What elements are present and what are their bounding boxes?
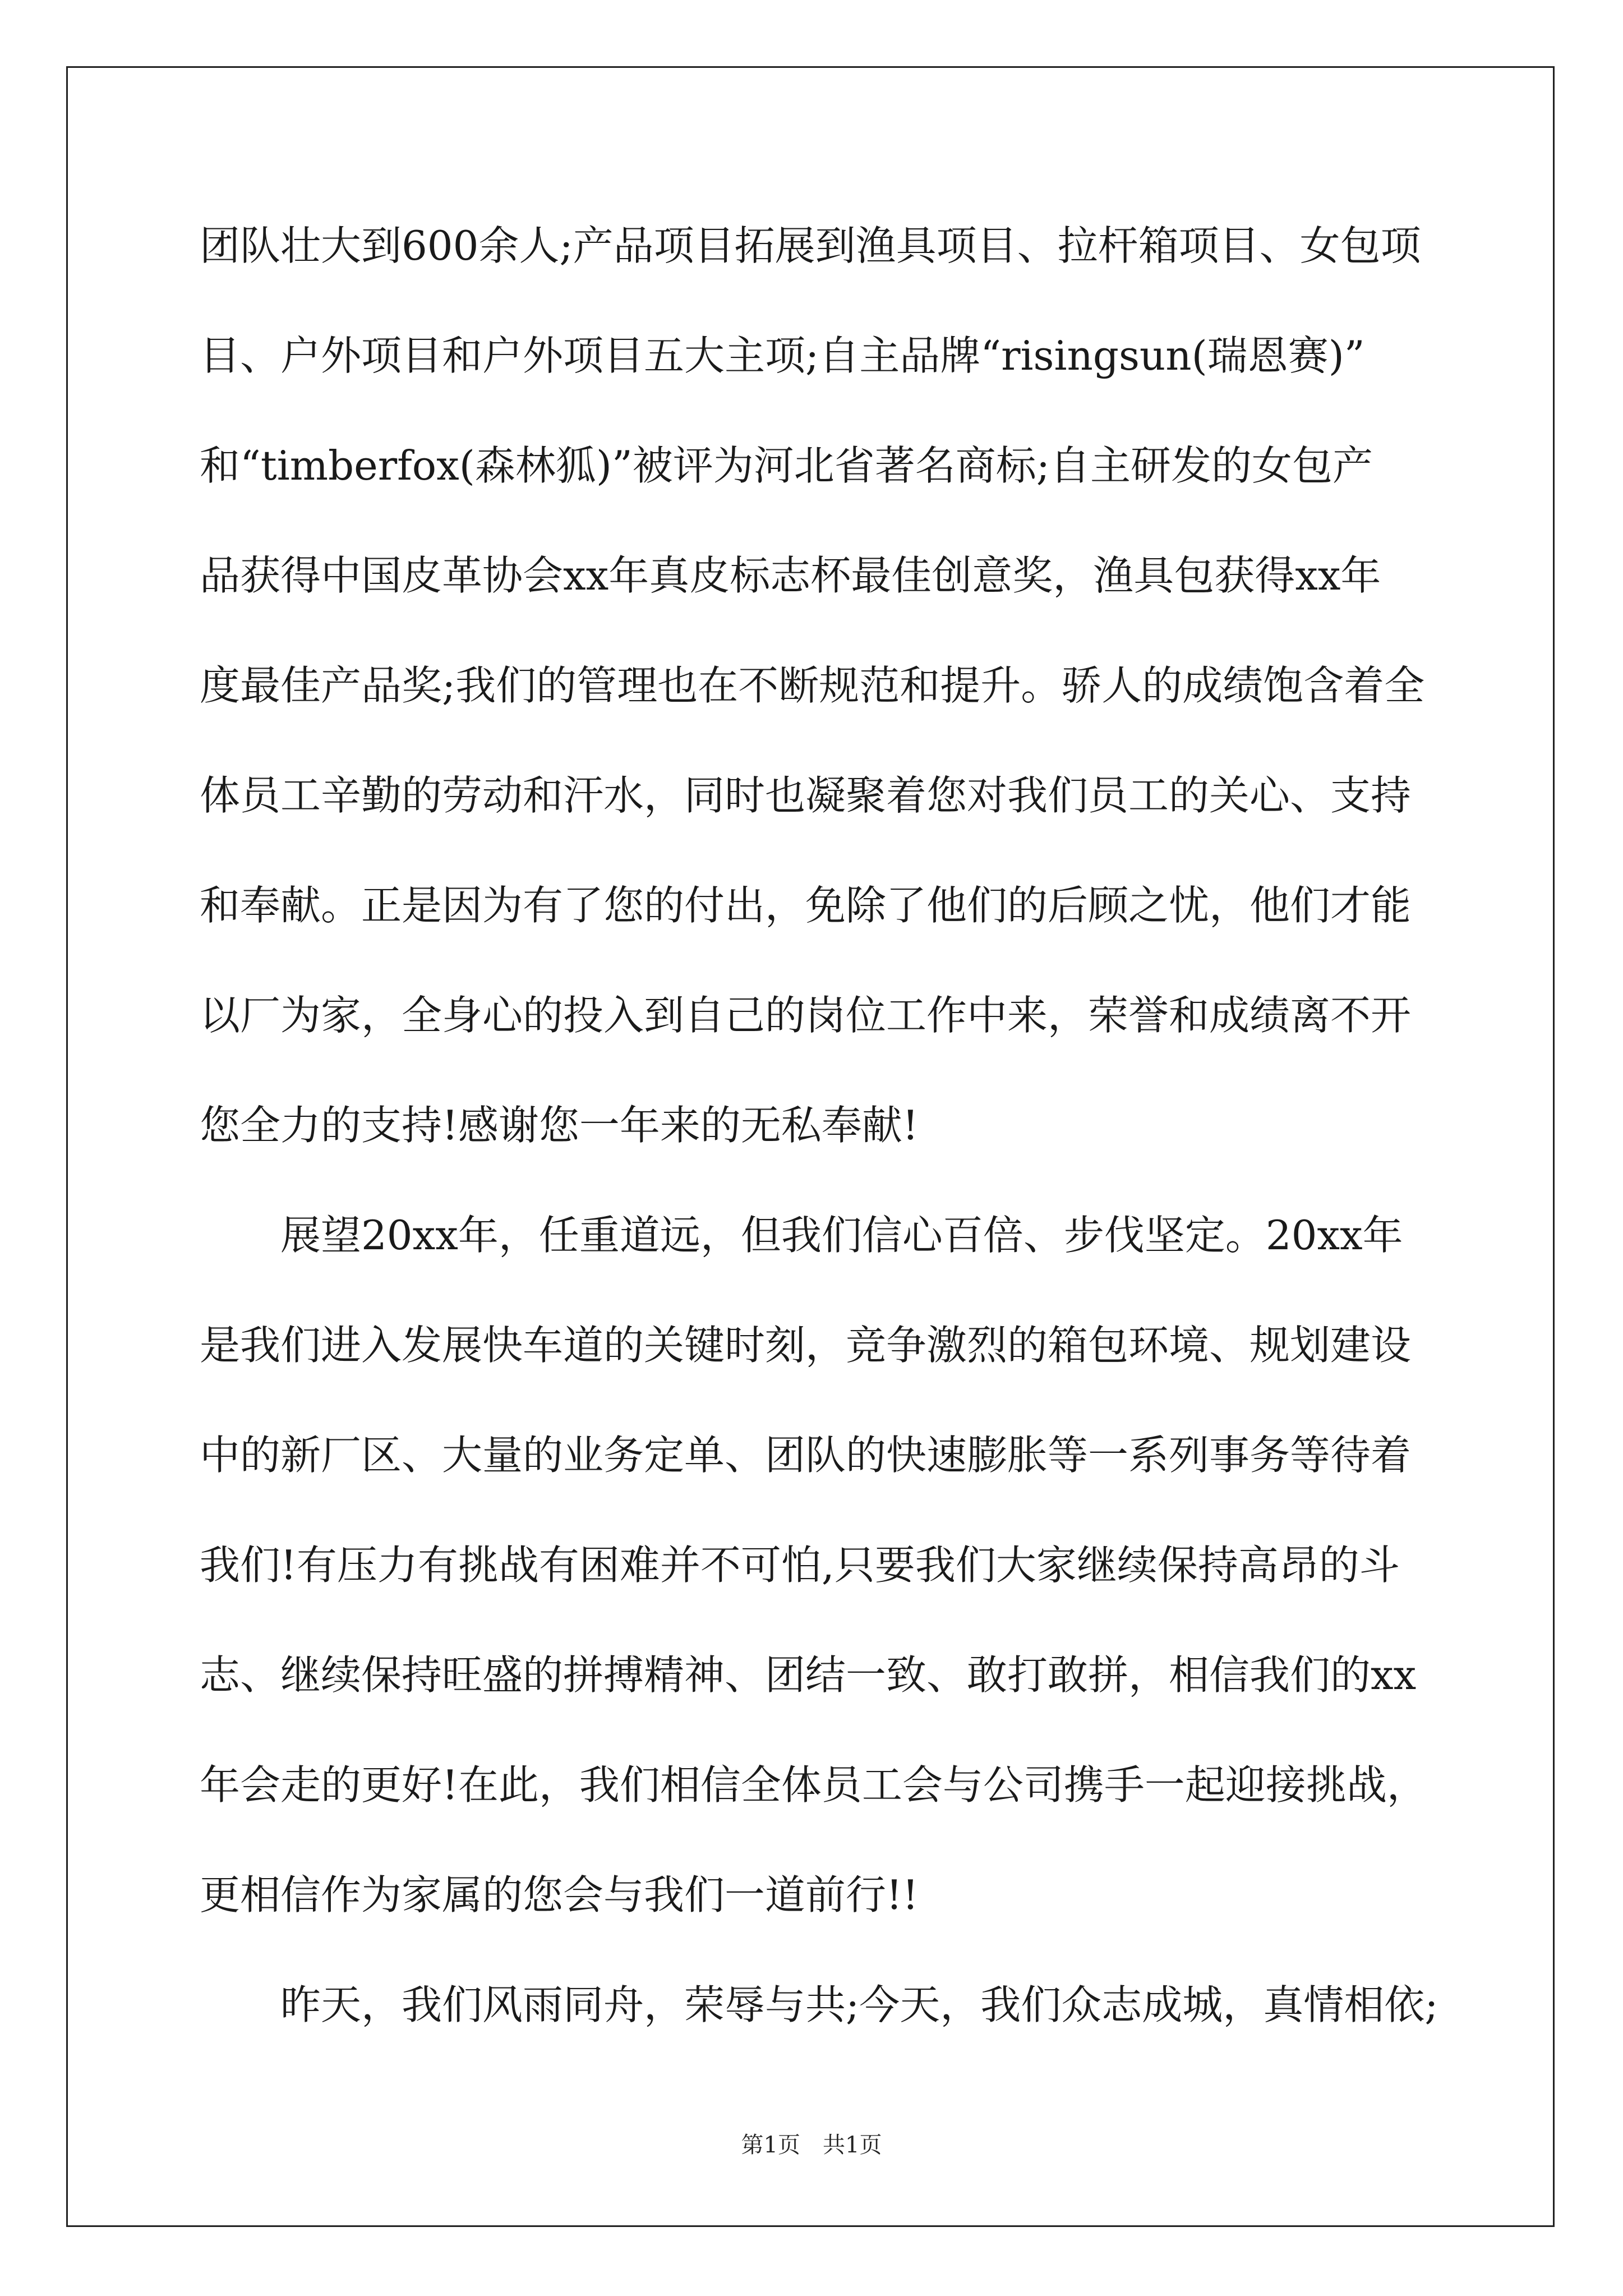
page-footer xyxy=(0,2127,1623,2159)
page-number: 第1页 xyxy=(741,2132,800,2158)
text-line: 更相信作为家属的您会与我们一道前行!! xyxy=(200,1871,919,1918)
paragraph-start-line: 展望20xx年，任重道远，但我们信心百倍、步伐坚定。20xx年 xyxy=(280,1212,1403,1259)
text-line: 体员工辛勤的劳动和汗水，同时也凝聚着您对我们员工的关心、支持 xyxy=(200,772,1412,819)
document-body xyxy=(200,191,1473,2060)
text-line: 志、继续保持旺盛的拼搏精神、团结一致、敢打敢拼，相信我们的xx xyxy=(200,1651,1417,1699)
text-line: 品获得中国皮革协会xx年真皮标志杯最佳创意奖，渔具包获得xx年 xyxy=(200,552,1381,599)
text-line: 和“timberfox(森林狐)”被评为河北省著名商标;自主研发的女包产 xyxy=(200,442,1373,489)
text-line: 中的新厂区、大量的业务定单、团队的快速膨胀等一系列事务等待着 xyxy=(200,1432,1412,1479)
text-line: 年会走的更好!在此，我们相信全体员工会与公司携手一起迎接挑战， xyxy=(200,1761,1427,1809)
text-line: 团队壮大到600余人;产品项目拓展到渔具项目、拉杆箱项目、女包项 xyxy=(200,222,1421,269)
text-line: 您全力的支持!感谢您一年来的无私奉献! xyxy=(200,1102,919,1149)
text-line: 和奉献。正是因为有了您的付出，免除了他们的后顾之忧，他们才能 xyxy=(200,882,1412,929)
text-line: 我们!有压力有挑战有困难并不可怕,只要我们大家继续保持高昂的斗 xyxy=(200,1542,1400,1589)
text-line: 目、户外项目和户外项目五大主项;自主品牌“risingsun(瑞恩赛)” xyxy=(200,332,1365,379)
text-line: 以厂为家，全身心的投入到自己的岗位工作中来，荣誉和成绩离不开 xyxy=(200,992,1412,1039)
text-line: 是我们进入发展快车道的关键时刻，竞争激烈的箱包环境、规划建设 xyxy=(200,1322,1412,1369)
page-total: 共1页 xyxy=(823,2132,882,2158)
text-line: 度最佳产品奖;我们的管理也在不断规范和提升。骄人的成绩饱含着全 xyxy=(200,662,1425,709)
paragraph-start-line: 昨天，我们风雨同舟，荣辱与共;今天，我们众志成城，真情相依; xyxy=(280,1981,1438,2028)
